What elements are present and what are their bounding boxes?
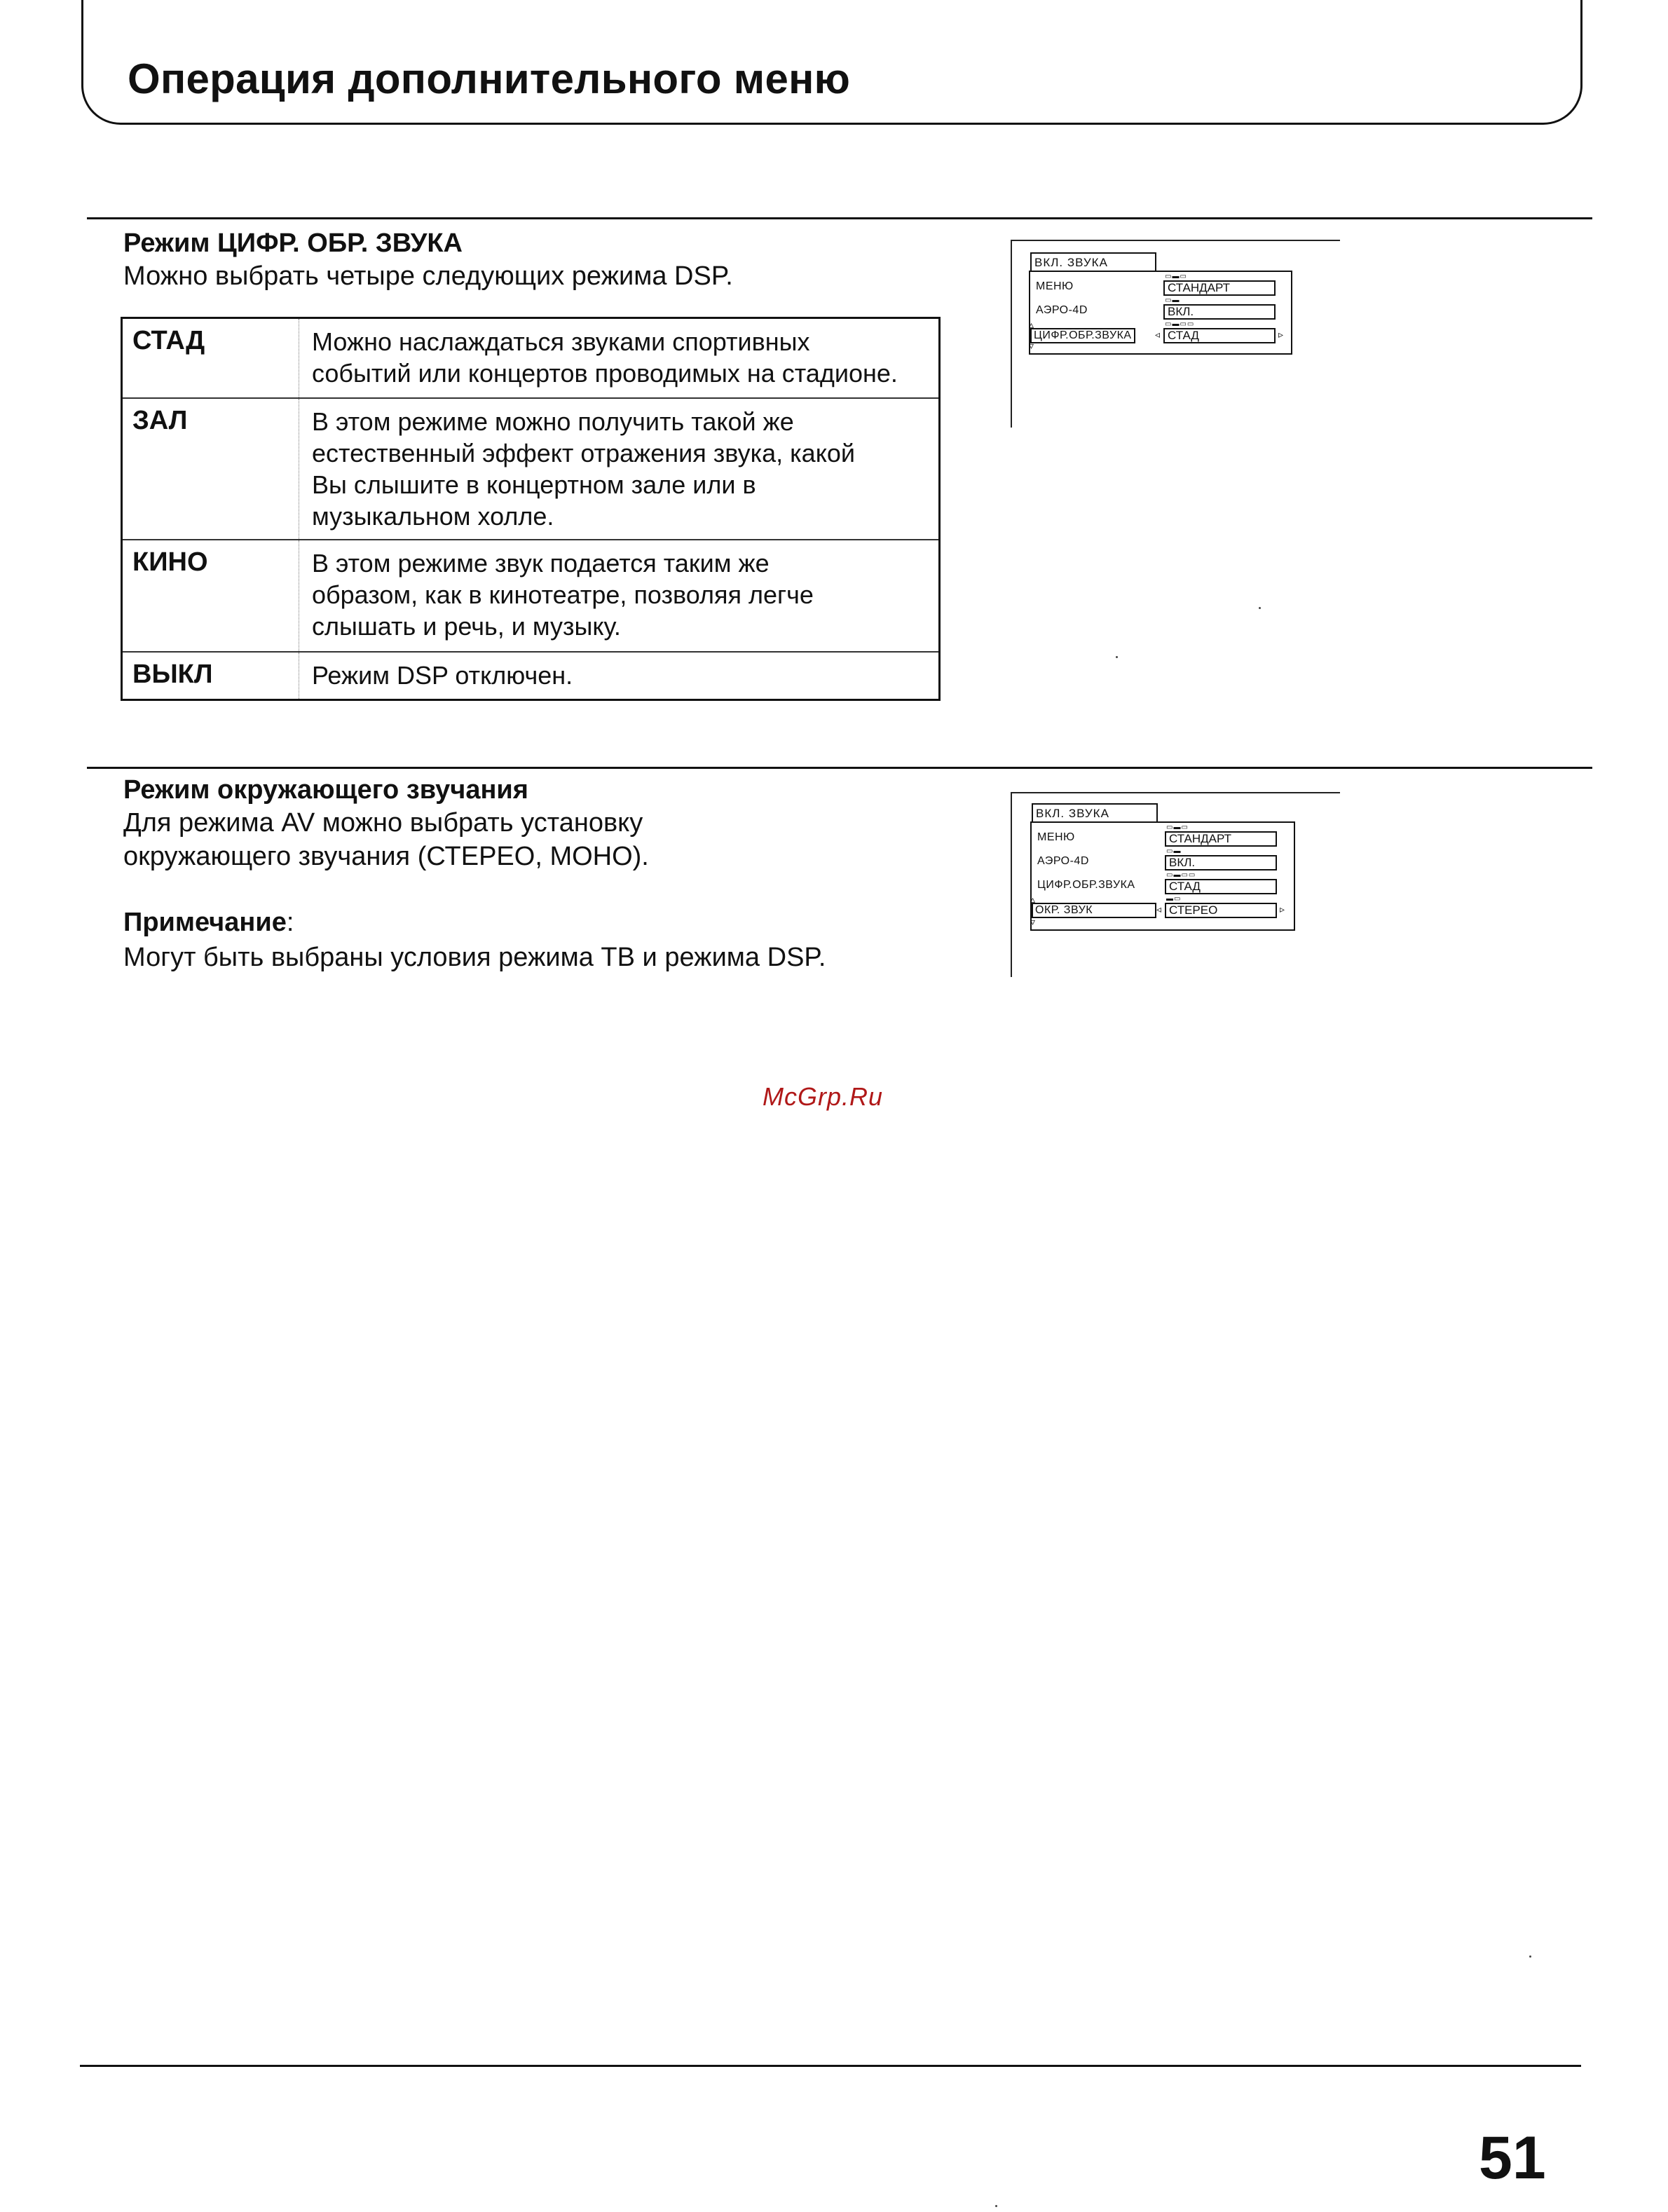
down-arrow-icon: ▿ [1030,916,1036,927]
right-arrow-icon[interactable]: ▹ [1280,903,1285,915]
scan-speck [1259,607,1261,609]
scan-speck [1529,1955,1531,1958]
note-heading [123,906,294,939]
desc-line: Вы слышите в концертном зале или в [312,470,756,499]
surround-text-line: окружающего звучания (СТЕРЕО, МОНО). [123,842,649,871]
footer-divider [80,2065,1581,2067]
dsp-term: ЗАЛ [123,399,299,539]
desc-line: событий или концертов проводимых на стадионе. [312,359,898,388]
up-arrow-icon: ▵ [1029,319,1034,330]
osd-item-value[interactable]: СТАД [1165,879,1277,894]
osd-item-label-selected[interactable]: ЦИФР.ОБР.ЗВУКА [1030,328,1135,343]
osd-item-value-selected[interactable]: СТАД [1163,328,1276,343]
dsp-mode-table [121,317,941,701]
desc-line: образом, как в кинотеатре, позволяя легче [312,580,814,609]
page-number: 51 [1479,2124,1546,2192]
osd-screen-edge [1011,240,1012,428]
osd-tab[interactable]: ВКЛ. ЗВУКА [1032,803,1158,823]
table-row [123,319,938,397]
desc-line: В этом режиме можно получить такой же [312,407,794,436]
osd-item-label[interactable]: МЕНЮ [1036,280,1074,292]
osd-item-label[interactable]: АЭРО-4D [1036,304,1088,316]
desc-line: слышать и речь, и музыку. [312,612,621,641]
dsp-term: ВЫКЛ [123,653,299,699]
desc-line: В этом режиме звук подается таким же [312,549,770,578]
osd-item-label[interactable]: МЕНЮ [1037,831,1075,843]
level-indicator: ▭▬▭▭ [1165,320,1195,328]
osd-item-value[interactable]: СТАНДАРТ [1165,831,1277,847]
table-row [123,397,938,539]
level-indicator: ▭▬▭▭ [1166,871,1196,879]
desc-line: Режим DSP отключен. [312,661,573,690]
osd-tab[interactable]: ВКЛ. ЗВУКА [1030,252,1156,272]
surround-heading: Режим окружающего звучания [123,775,528,805]
osd-item-value[interactable]: ВКЛ. [1163,304,1276,320]
dsp-intro: Можно выбрать четыре следующих режима DSP. [123,261,733,291]
down-arrow-icon: ▿ [1029,340,1034,351]
osd-item-value-selected[interactable]: СТЕРЕО [1165,903,1277,918]
dsp-term: КИНО [123,540,299,651]
scan-speck [995,2205,997,2207]
section-divider [87,767,1592,769]
surround-text-line: Для режима AV можно выбрать установку [123,808,643,838]
left-arrow-icon[interactable]: ◃ [1156,903,1162,915]
level-indicator: ▭▬ [1165,296,1180,304]
level-indicator: ▬▭ [1166,895,1182,903]
page-title: Операция дополнительного меню [128,55,851,102]
dsp-description [299,399,938,539]
right-arrow-icon[interactable]: ▹ [1278,329,1284,340]
scan-speck [1116,656,1118,658]
dsp-term: СТАД [123,319,299,397]
dsp-description [299,653,938,699]
desc-line: Можно наслаждаться звуками спортивных [312,327,810,356]
osd-menu-sound [1027,252,1301,357]
left-arrow-icon[interactable]: ◃ [1155,329,1161,340]
table-row [123,539,938,651]
dsp-heading: Режим ЦИФР. ОБР. ЗВУКА [123,228,463,258]
table-row [123,651,938,699]
osd-item-label[interactable]: АЭРО-4D [1037,855,1089,867]
osd-screen-edge [1011,792,1340,793]
level-indicator: ▭▬ [1166,847,1182,855]
osd-item-value[interactable]: ВКЛ. [1165,855,1277,871]
osd-menu-sound-surround [1027,803,1301,936]
note-label: Примечание [123,908,287,937]
section-divider [87,217,1592,219]
desc-line: естественный эффект отражения звука, какой [312,439,855,467]
level-indicator: ▭▬▭ [1165,273,1187,280]
note-text: Могут быть выбраны условия режима ТВ и режима DSP. [123,943,826,972]
dsp-description [299,319,938,397]
desc-line: музыкальном холле. [312,502,554,531]
osd-item-label[interactable]: ЦИФР.ОБР.ЗВУКА [1037,879,1135,891]
dsp-description [299,540,938,651]
note-colon: : [286,908,294,937]
level-indicator: ▭▬▭ [1166,824,1189,831]
watermark: McGrp.Ru [763,1082,884,1111]
osd-item-label-selected[interactable]: ОКР. ЗВУК [1032,903,1156,918]
osd-screen-edge [1011,240,1340,241]
up-arrow-icon: ▵ [1030,894,1036,905]
osd-screen-edge [1011,792,1012,977]
osd-item-value[interactable]: СТАНДАРТ [1163,280,1276,296]
